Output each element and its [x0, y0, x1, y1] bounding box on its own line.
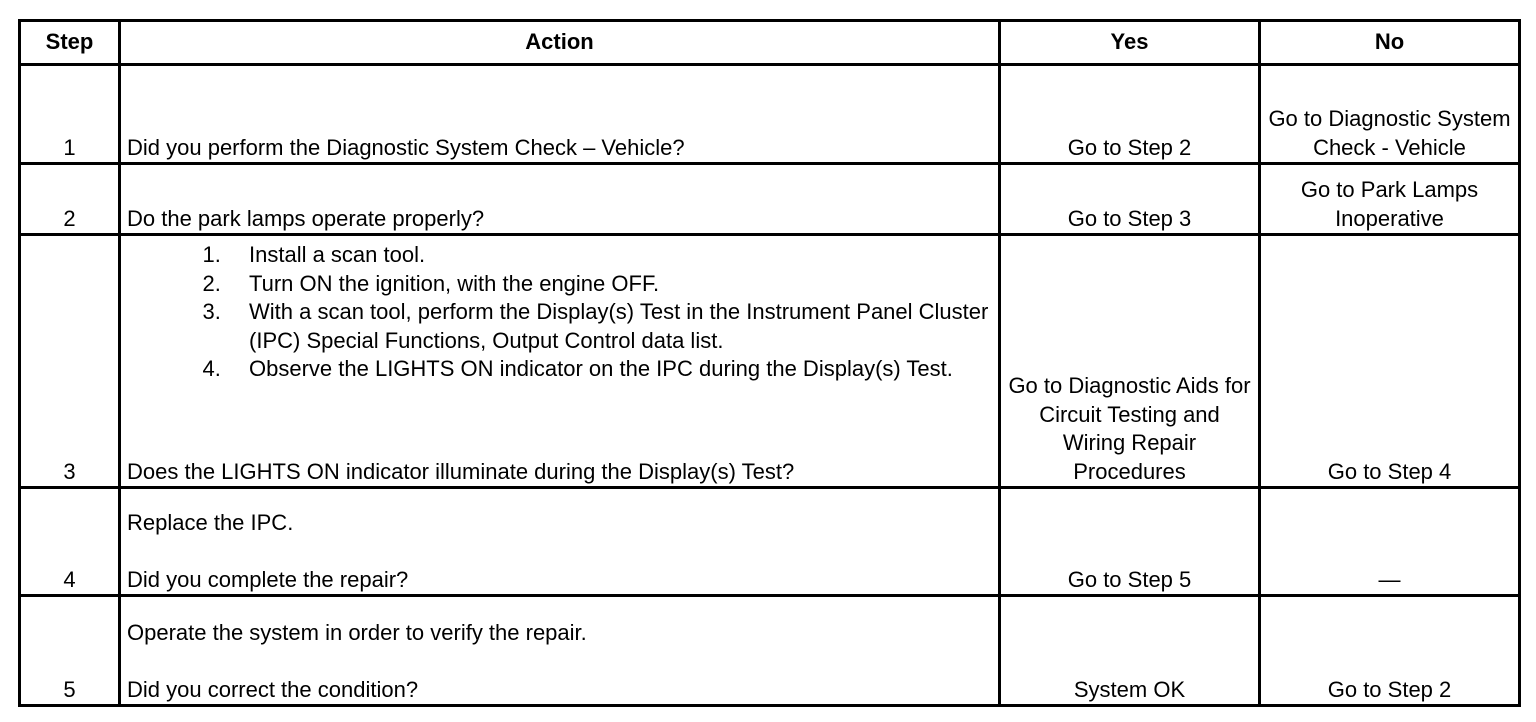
question-text: Does the LIGHTS ON indicator illuminate during the Display(s) Test?	[127, 458, 795, 484]
table-row	[20, 164, 1520, 235]
step-number: 3	[20, 235, 120, 488]
question-text: Do the park lamps operate properly?	[127, 205, 485, 231]
yes-cell: Go to Step 2	[1000, 65, 1260, 164]
yes-cell: Go to Step 3	[1000, 164, 1260, 235]
question-text: Did you perform the Diagnostic System Check – Vehicle?	[127, 134, 685, 160]
yes-cell: System OK	[1000, 596, 1260, 706]
list-item: 3. With a scan tool, perform the Display(s) Test in the Instrument Panel Cluster (IPC) Special Functions, Output Control data list.	[227, 298, 992, 355]
header-row	[20, 21, 1520, 65]
action-cell	[120, 596, 1000, 706]
no-cell: Go to Park Lamps Inoperative	[1260, 164, 1520, 235]
step-number: 1	[20, 65, 120, 164]
question-text: Did you correct the condition?	[127, 676, 419, 702]
no-cell: Go to Step 2	[1260, 596, 1520, 706]
header-yes: Yes	[1000, 21, 1260, 65]
step-number: 5	[20, 596, 120, 706]
yes-cell: Go to Step 5	[1000, 488, 1260, 596]
table-row	[20, 65, 1520, 164]
instruction-text: Replace the IPC.	[127, 510, 294, 535]
action-content	[127, 241, 992, 486]
table-row	[20, 235, 1520, 488]
question-text: Did you complete the repair?	[127, 566, 409, 592]
header-action: Action	[120, 21, 1000, 65]
no-cell: —	[1260, 488, 1520, 596]
list-item: 4. Observe the LIGHTS ON indicator on the IPC during the Display(s) Test.	[227, 355, 992, 384]
list-item: 1. Install a scan tool.	[227, 241, 992, 270]
action-cell	[120, 235, 1000, 488]
yes-cell: Go to Diagnostic Aids for Circuit Testing and Wiring Repair Procedures	[1000, 235, 1260, 488]
no-cell: Go to Step 4	[1260, 235, 1520, 488]
instruction-text: Operate the system in order to verify the repair.	[127, 620, 587, 645]
table-row	[20, 596, 1520, 706]
step-number: 2	[20, 164, 120, 235]
table-row	[20, 488, 1520, 596]
header-no: No	[1260, 21, 1520, 65]
action-cell	[120, 164, 1000, 235]
action-cell	[120, 488, 1000, 596]
instruction-list	[127, 241, 992, 384]
diagnostic-table	[18, 19, 1521, 707]
step-number: 4	[20, 488, 120, 596]
header-step: Step	[20, 21, 120, 65]
list-item: 2. Turn ON the ignition, with the engine OFF.	[227, 270, 992, 299]
no-cell: Go to Diagnostic System Check - Vehicle	[1260, 65, 1520, 164]
action-cell	[120, 65, 1000, 164]
